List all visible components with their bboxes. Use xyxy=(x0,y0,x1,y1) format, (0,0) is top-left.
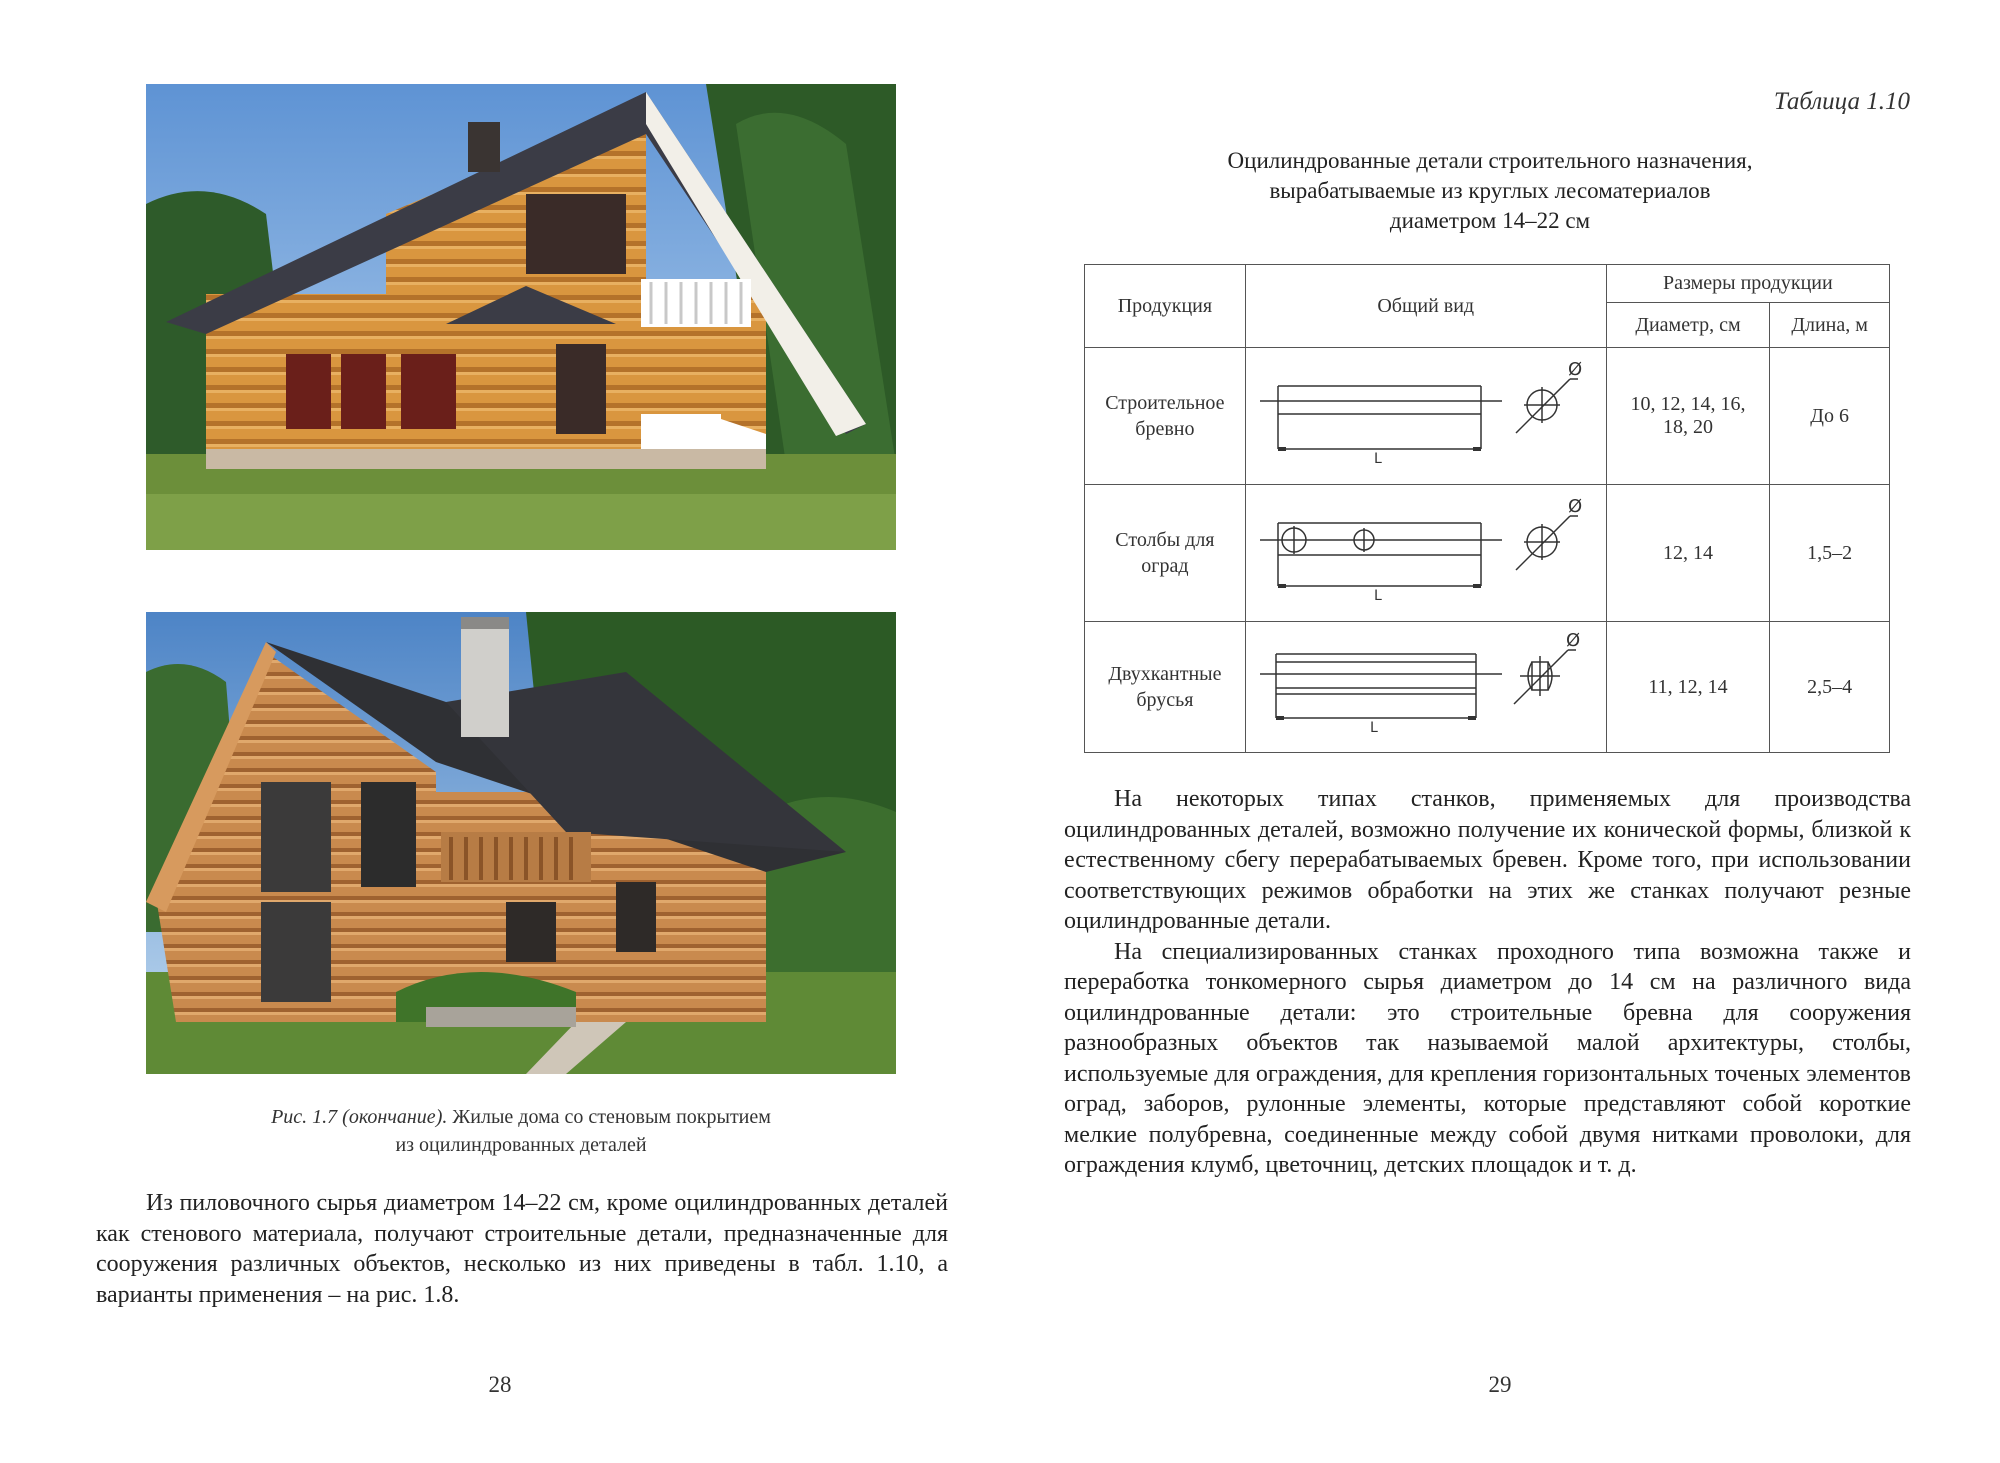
length-cell: 2,5–4 xyxy=(1770,622,1890,753)
products-table xyxy=(1084,264,1890,753)
drawing-cell xyxy=(1245,348,1606,485)
length-label: L xyxy=(1373,588,1382,604)
drawing-cell xyxy=(1245,485,1606,622)
length-label: L xyxy=(1369,720,1378,736)
table-label: Таблица 1.10 xyxy=(1773,88,1910,115)
diameter-cell xyxy=(1606,485,1770,622)
table-row xyxy=(1085,485,1890,622)
table-title xyxy=(1060,146,1920,236)
right-page xyxy=(1000,0,2000,1463)
figure-caption xyxy=(146,1103,896,1159)
table-title-line-2: вырабатываемые из круглых лесоматериалов xyxy=(1269,178,1711,203)
table-title-line-3: диаметром 14–22 см xyxy=(1389,208,1591,233)
right-paragraph-2: На специализированных станках проходного типа возможна также и переработка тонкомерного сырья диаметром до 14 см на различного вида оцилиндрованные детали: это строительные бревна для сооружения разнообразных объектов так называемой малой архитектуры, столбы, используемые для ограждения, для крепления горизонтальных точеных элементов оград, заборов, рулонные элементы, которые представляют собой короткие мелкие полубревна, соединенные между собой двумя нитками проволоки, для ограждения клумб, цветочниц, детских площадок и т. д. xyxy=(1064,938,1911,1178)
log-drawing xyxy=(1256,361,1596,471)
diameter-label: Ø xyxy=(1567,361,1582,380)
header-diameter: Диаметр, см xyxy=(1606,303,1770,348)
diameter-cell xyxy=(1606,348,1770,485)
page-number-right: 29 xyxy=(1488,1372,1512,1397)
left-body-text xyxy=(96,1188,948,1310)
diameter-value-line-2: 18, 20 xyxy=(1662,416,1713,438)
caption-line-1: Жилые дома со стеновым покрытием xyxy=(452,1106,771,1128)
right-body-text xyxy=(1064,784,1911,1181)
length-label: L xyxy=(1373,451,1382,467)
product-name-line-1: Столбы для xyxy=(1115,529,1215,551)
caption-line-2: из оцилиндрованных деталей xyxy=(395,1134,647,1156)
right-paragraph-1: На некоторых типах станков, применяемых для производства оцилиндрованных деталей, возможно получение их конической формы, близкой к естественному сбегу перерабатываемых бревен. Кроме того, при использовании соответствующих режимов обработки на этих же станках получают резные оцилиндрованные детали. xyxy=(1064,786,1911,934)
header-length: Длина, м xyxy=(1770,303,1890,348)
post-drawing xyxy=(1256,498,1596,608)
product-name-line-2: оград xyxy=(1141,555,1189,577)
diameter-label: Ø xyxy=(1565,632,1580,651)
page-number-left: 28 xyxy=(488,1372,512,1397)
diameter-label: Ø xyxy=(1567,498,1582,517)
product-cell xyxy=(1085,622,1246,753)
log-house-photo-1 xyxy=(146,84,896,550)
diameter-value-line-1: 11, 12, 14 xyxy=(1648,675,1728,698)
table-title-line-1: Оцилиндрованные детали строительного назначения, xyxy=(1227,148,1753,173)
product-name-line-2: брусья xyxy=(1136,689,1194,711)
length-cell: До 6 xyxy=(1770,348,1890,485)
log-house-photo-2 xyxy=(146,612,896,1074)
header-product: Продукция xyxy=(1085,265,1246,348)
product-cell xyxy=(1085,485,1246,622)
diameter-value-line-1: 12, 14 xyxy=(1662,541,1713,564)
table-row xyxy=(1085,348,1890,485)
table-row xyxy=(1085,622,1890,753)
product-name-line-1: Строительное xyxy=(1105,392,1225,414)
diameter-value-line-1: 10, 12, 14, 16, xyxy=(1630,393,1746,415)
header-sizes: Размеры продукции xyxy=(1606,265,1889,303)
left-paragraph: Из пиловочного сырья диаметром 14–22 см, кроме оцилиндрованных деталей как стенового материала, получают строительные детали, предназначенные для сооружения различных объектов, несколько из них приведены в табл. 1.10, а варианты применения – на рис. 1.8. xyxy=(96,1190,948,1308)
diameter-cell xyxy=(1606,622,1770,753)
header-row-1 xyxy=(1085,265,1890,303)
caption-prefix: Рис. 1.7 (окончание). xyxy=(271,1106,448,1128)
beam-drawing xyxy=(1256,632,1596,742)
product-name-line-1: Двухкантные xyxy=(1108,663,1222,685)
header-general-view: Общий вид xyxy=(1245,265,1606,348)
length-cell: 1,5–2 xyxy=(1770,485,1890,622)
drawing-cell xyxy=(1245,622,1606,753)
product-cell xyxy=(1085,348,1246,485)
product-name-line-2: бревно xyxy=(1135,418,1195,440)
